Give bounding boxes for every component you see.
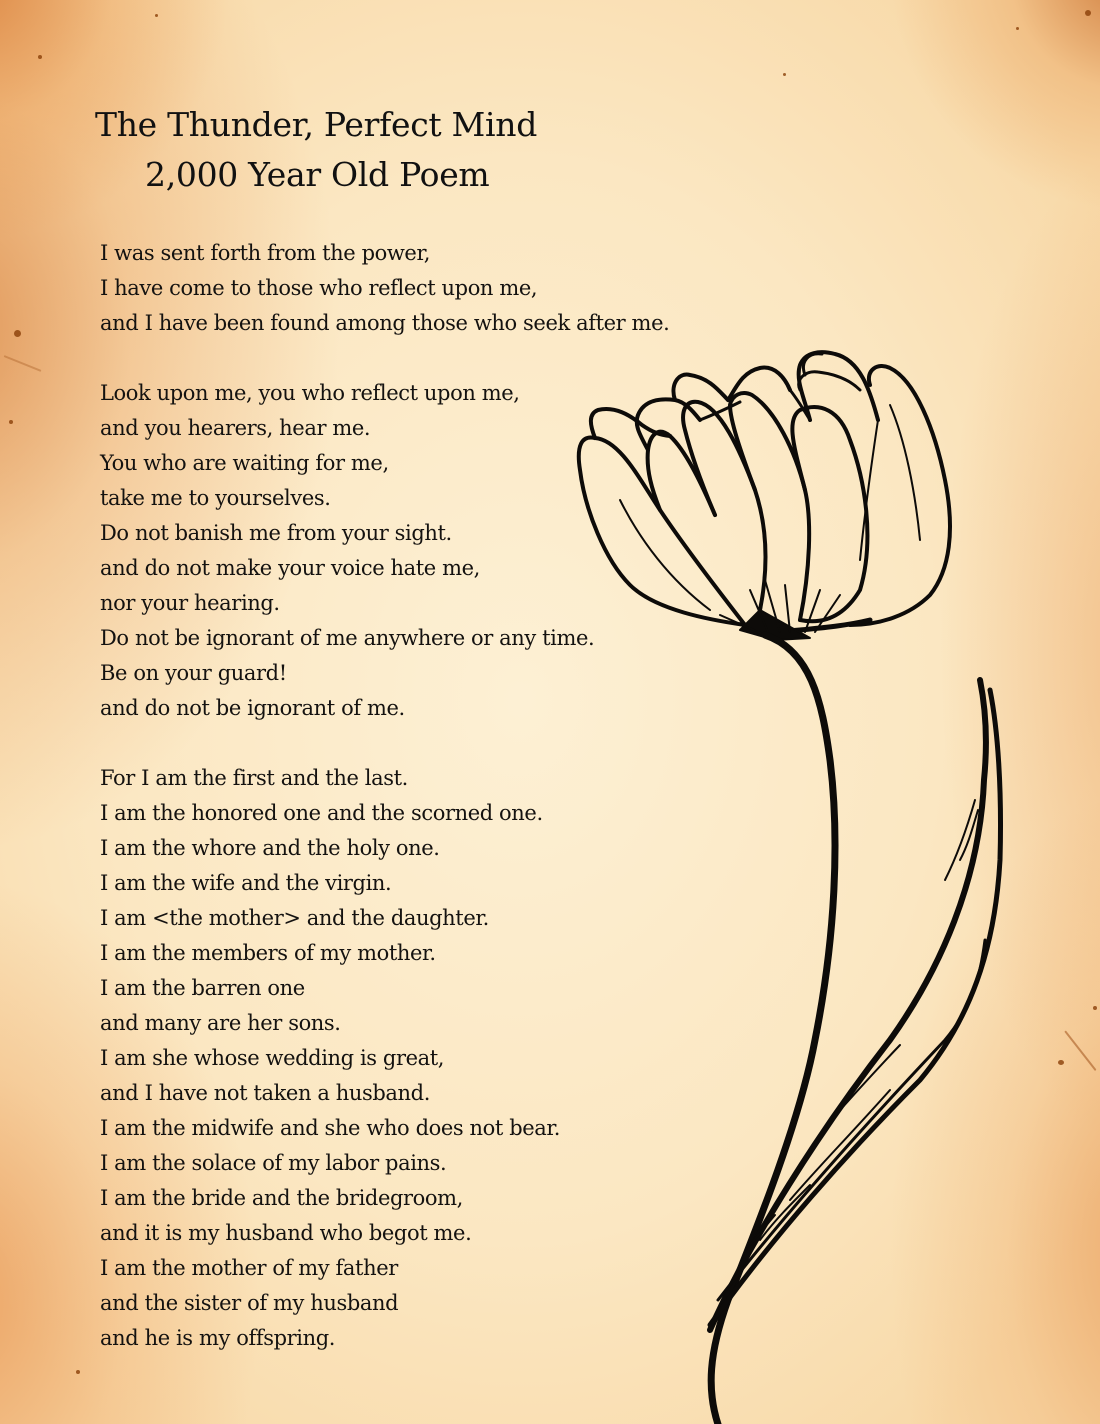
- poem-line: You who are waiting for me,: [100, 451, 389, 475]
- poem-line: I am the whore and the holy one.: [100, 836, 440, 860]
- poem-line: and do not be ignorant of me.: [100, 696, 405, 720]
- paper-stain-speck: [9, 420, 13, 424]
- poem-line: Be on your guard!: [100, 661, 287, 685]
- poem-line: I am the bride and the bridegroom,: [100, 1186, 463, 1210]
- poem-line: and many are her sons.: [100, 1011, 341, 1035]
- poem-line: Do not be ignorant of me anywhere or any time.: [100, 626, 595, 650]
- paper-stain-speck: [1093, 1006, 1097, 1010]
- poem-line: nor your hearing.: [100, 591, 280, 615]
- title-line-2: 2,000 Year Old Poem: [145, 155, 490, 194]
- poem-line: I am the wife and the virgin.: [100, 871, 392, 895]
- poem-line: and the sister of my husband: [100, 1291, 399, 1315]
- paper-stain-speck: [1058, 1060, 1064, 1065]
- poem-line: I am the honored one and the scorned one.: [100, 801, 543, 825]
- poem-line: and I have not taken a husband.: [100, 1081, 430, 1105]
- poem-line: Do not banish me from your sight.: [100, 521, 452, 545]
- stanza-1: [100, 236, 669, 341]
- poem-line: and you hearers, hear me.: [100, 416, 371, 440]
- poem-line: take me to yourselves.: [100, 486, 331, 510]
- paper-crease: [4, 355, 42, 372]
- title-line-1: The Thunder, Perfect Mind: [95, 105, 538, 144]
- poem-line: For I am the first and the last.: [100, 766, 408, 790]
- poem-line: and do not make your voice hate me,: [100, 556, 480, 580]
- poem-line: I was sent forth from the power,: [100, 241, 431, 265]
- paper-stain-speck: [14, 330, 21, 337]
- poem-title: [95, 100, 555, 200]
- paper-stain-speck: [1016, 27, 1019, 30]
- poem-line: I have come to those who reflect upon me,: [100, 276, 538, 300]
- paper-stain-speck: [783, 73, 786, 76]
- paper-crease: [1064, 1030, 1096, 1071]
- poem-line: I am <the mother> and the daughter.: [100, 906, 489, 930]
- poem-line: I am the barren one: [100, 976, 305, 1000]
- poem-line: I am the mother of my father: [100, 1256, 398, 1280]
- poem-line: I am she whose wedding is great,: [100, 1046, 445, 1070]
- poem-line: and he is my offspring.: [100, 1326, 336, 1350]
- poem-line: Look upon me, you who reflect upon me,: [100, 381, 520, 405]
- poem-line: and I have been found among those who seek after me.: [100, 311, 670, 335]
- tulip-line-drawing-icon: [560, 340, 1020, 1424]
- paper-stain-speck: [76, 1370, 80, 1374]
- poem-line: I am the solace of my labor pains.: [100, 1151, 447, 1175]
- poem-line: I am the midwife and she who does not bear.: [100, 1116, 561, 1140]
- poem-line: I am the members of my mother.: [100, 941, 436, 965]
- paper-stain-speck: [38, 55, 42, 59]
- paper-stain-speck: [1085, 10, 1091, 16]
- poem-line: and it is my husband who begot me.: [100, 1221, 472, 1245]
- paper-stain-speck: [155, 14, 158, 17]
